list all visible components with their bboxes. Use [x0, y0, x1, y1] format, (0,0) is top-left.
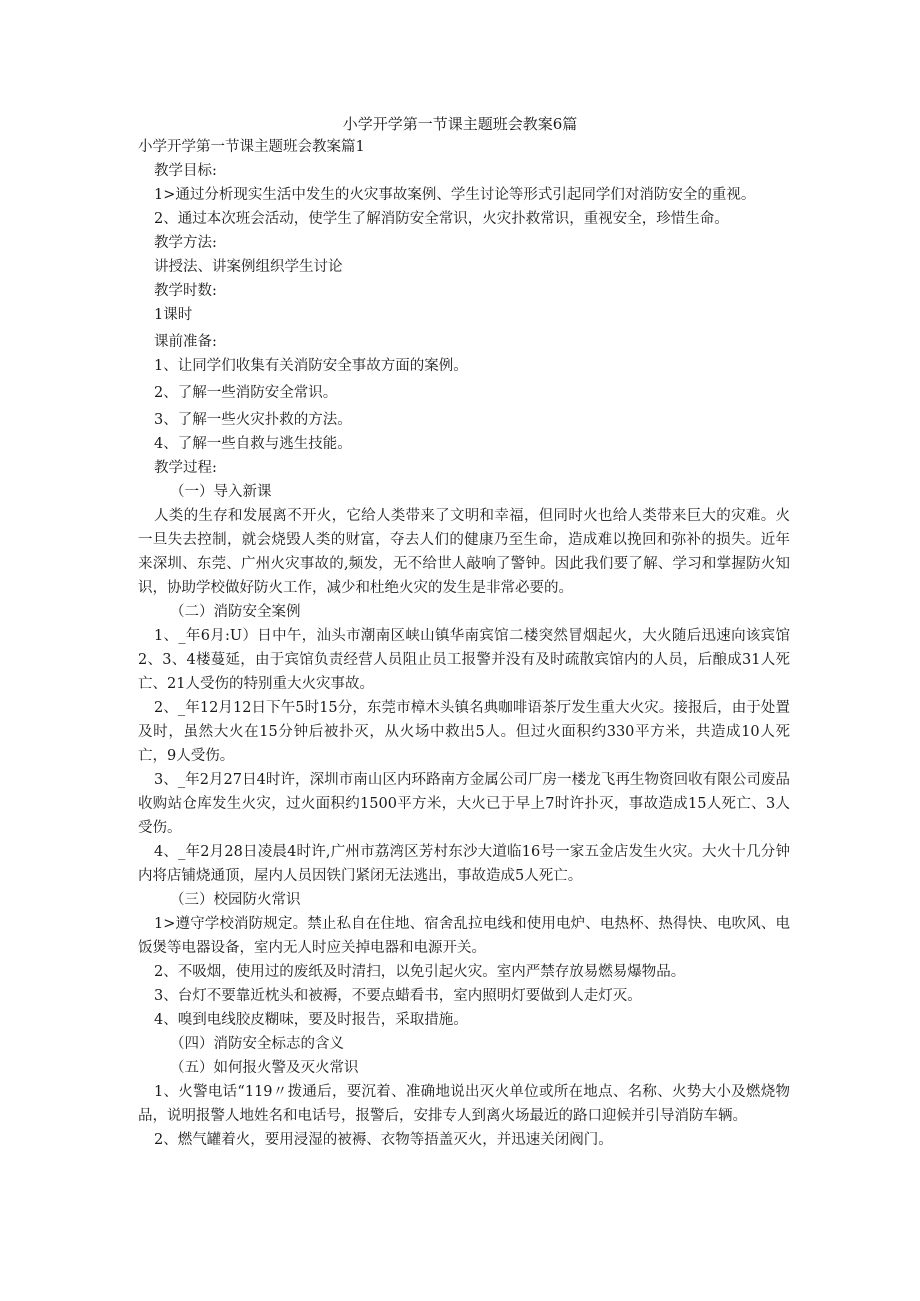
- method-text: 讲授法、讲案例组织学生讨论: [154, 259, 343, 275]
- goal-item: 2、通过本次班会活动，使学生了解消防安全常识，火灾扑救常识，重视安全，珍惜生命。: [154, 211, 729, 227]
- prep-item: 1、让同学们收集有关消防安全事故方面的案例。: [154, 358, 468, 374]
- document-body: [138, 135, 790, 1152]
- part-heading: （一）导入新课: [170, 484, 272, 500]
- goal-label: 教学目标:: [154, 163, 217, 179]
- intro-paragraph: 人类的生存和发展离不开火，它给人类带来了文明和幸福，但同时火也给人类带来巨大的灾难。火一旦失去控制，就会烧毁人类的财富，夺去人们的健康乃至生命，造成难以挽回和弥补的损失。近年来深圳、东莞、广州火灾事故的,频发，无不给世人敲响了警钟。因此我们要了解、学习和掌握防火知识，协助学校做好防火工作，减少和杜绝火灾的发生是非常必要的。: [138, 508, 790, 596]
- method-label: 教学方法:: [154, 235, 217, 251]
- prep-item: 4、了解一些自救与逃生技能。: [154, 436, 352, 452]
- prep-item: 3、了解一些火灾扑救的方法。: [154, 412, 352, 428]
- campus-item: 4、嗅到电线胶皮糊味，要及时报告，采取措施。: [154, 1012, 468, 1028]
- case-paragraph: 3、_年2月27日4时许，深圳市南山区内环路南方金属公司厂房一楼龙飞再生物资回收有限公司废品收购站仓库发生火灾，过火面积约1500平方米，大火已于早上7时许扑灭，事故造成15人死亡、3人受伤。: [138, 772, 790, 836]
- campus-item: 3、台灯不要靠近枕头和被褥，不要点蜡看书，室内照明灯要做到人走灯灭。: [154, 988, 642, 1004]
- part-heading: （五）如何报火警及灭火常识: [170, 1060, 359, 1076]
- alarm-paragraph: 1、火警电话“119〃拨通后，要沉着、准确地说出灭火单位或所在地点、名称、火势大小及燃烧物品，说明报警人地姓名和电话号，报警后，安排专人到离火场最近的路口迎候并引导消防车辆。: [138, 1084, 790, 1124]
- campus-paragraph: 1>遵守学校消防规定。禁止私自在住地、宿舍乱拉电线和使用电炉、电热杯、热得快、电吹风、电饭煲等电器设备，室内无人时应关掉电器和电源开关。: [138, 916, 790, 956]
- campus-item: 2、不吸烟，使用过的废纸及时清扫，以免引起火灾。室内严禁存放易燃易爆物品。: [154, 964, 686, 980]
- case-paragraph: 1、_年6月:U）日中午，汕头市潮南区峡山镇华南宾馆二楼突然冒烟起火，大火随后迅速向该宾馆2、3、4楼蔓延，由于宾馆负责经营人员阻止员工报警并没有及时疏散宾馆内的人员，后酿成31人死亡、21人受伤的特别重大火灾事故。: [138, 628, 790, 692]
- time-label: 教学时数:: [154, 283, 217, 299]
- case-paragraph: 4、_年2月28日凌晨4时许,广州市荔湾区芳村东沙大道临16号一家五金店发生火灾。大火十几分钟内将店铺烧通顶，屋内人员因铁门紧闭无法逃出，事故造成5人死亡。: [138, 844, 790, 884]
- part-heading: （三）校园防火常识: [170, 892, 301, 908]
- prep-item: 2、了解一些消防安全常识。: [154, 385, 338, 401]
- prep-label: 课前准备:: [154, 334, 217, 350]
- alarm-item: 2、燃气罐着火，要用浸湿的被褥、衣物等捂盖灭火，并迅速关闭阀门。: [154, 1132, 613, 1148]
- part-heading: （四）消防安全标志的含义: [170, 1036, 344, 1052]
- part-heading: （二）消防安全案例: [170, 604, 301, 620]
- process-label: 教学过程:: [154, 460, 217, 476]
- document-title: 小学开学第一节课主题班会教案6篇: [342, 115, 578, 133]
- case-paragraph: 2、_年12月12日下午5时15分，东莞市樟木头镇名典咖啡语茶厅发生重大火灾。接报后，由于处置及时，虽然大火在15分钟后被扑灭，从火场中救出5人。但过火面积约330平方米，共造成10人死亡，9人受伤。: [138, 700, 790, 764]
- time-text: 1课时: [154, 307, 193, 323]
- section-heading: 小学开学第一节课主题班会教案篇1: [138, 139, 365, 155]
- goal-item: 1>通过分析现实生活中发生的火灾事故案例、学生讨论等形式引起同学们对消防安全的重视。: [154, 187, 756, 203]
